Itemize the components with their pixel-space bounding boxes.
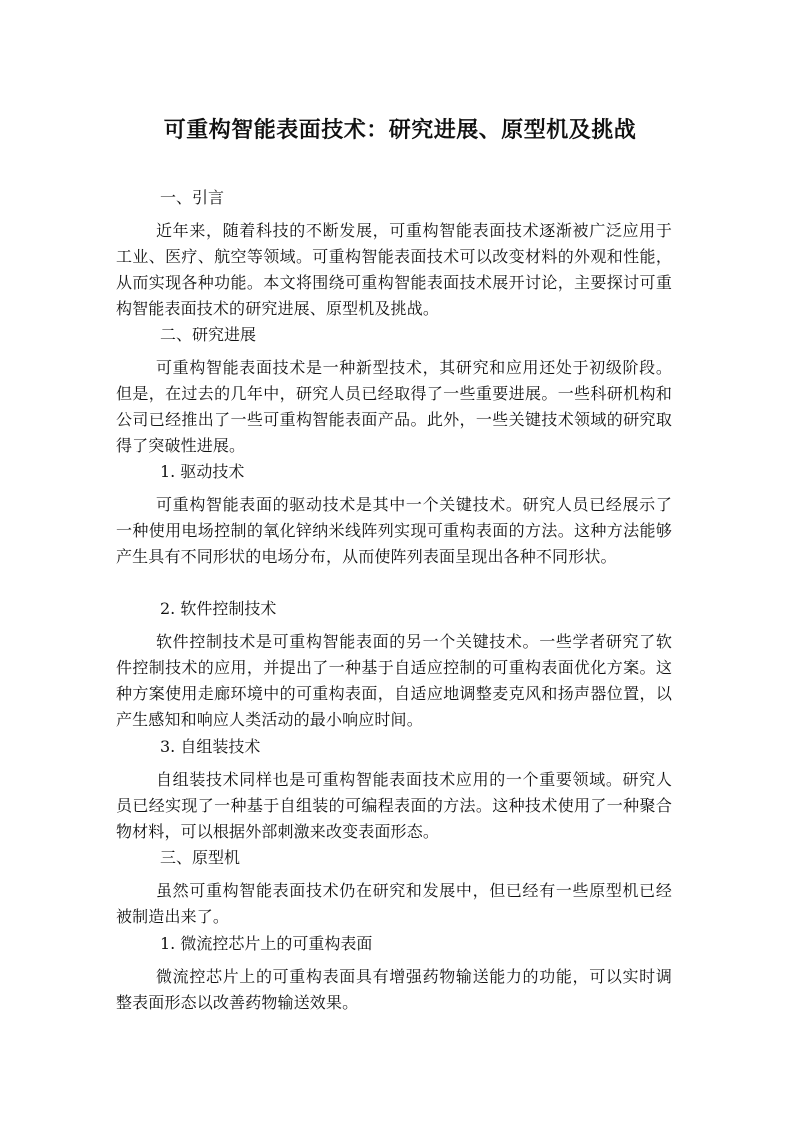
section-heading-prototypes: 三、原型机 [160, 848, 241, 867]
section-heading-research-progress: 二、研究进展 [160, 325, 257, 344]
page-title: 可重构智能表面技术：研究进展、原型机及挑战 [163, 117, 637, 143]
subheading-software-control: 2. 软件控制技术 [160, 599, 277, 618]
section-heading-introduction: 一、引言 [160, 188, 225, 207]
paragraph-software-control: 软件控制技术是可重构智能表面的另一个关键技术。一些学者研究了软件控制技术的应用，并提出了一种基于自适应控制的可重构表面优化方案。这种方案使用走廊环境中的可重构表面，自适应地调整麦克风和扬声器位置，以产生感知和响应人类活动的最小响应时间。 [116, 632, 672, 729]
paragraph-drive-technology: 可重构智能表面的驱动技术是其中一个关键技术。研究人员已经展示了一种使用电场控制的氧化锌纳米线阵列实现可重构表面的方法。这种方法能够产生具有不同形状的电场分布，从而使阵列表面呈现出各种不同形状。 [116, 495, 672, 566]
paragraph-introduction: 近年来，随着科技的不断发展，可重构智能表面技术逐渐被广泛应用于工业、医疗、航空等领域。可重构智能表面技术可以改变材料的外观和性能，从而实现各种功能。本文将围绕可重构智能表面技术展开讨论，主要探讨可重构智能表面技术的研究进展、原型机及挑战。 [116, 221, 672, 318]
subheading-self-assembly: 3. 自组装技术 [160, 737, 261, 756]
paragraph-microfluidic-surface: 微流控芯片上的可重构表面具有增强药物输送能力的功能，可以实时调整表面形态以改善药物输送效果。 [116, 967, 672, 1012]
paragraph-prototypes: 虽然可重构智能表面技术仍在研究和发展中，但已经有一些原型机已经被制造出来了。 [116, 881, 672, 926]
paragraph-research-progress: 可重构智能表面技术是一种新型技术，其研究和应用还处于初级阶段。但是，在过去的几年中，研究人员已经取得了一些重要进展。一些科研机构和公司已经推出了一些可重构智能表面产品。此外，一些关键技术领域的研究取得了突破性进展。 [116, 358, 672, 455]
subheading-drive-technology: 1. 驱动技术 [160, 462, 245, 481]
subheading-microfluidic-surface: 1. 微流控芯片上的可重构表面 [160, 934, 373, 953]
paragraph-self-assembly: 自组装技术同样也是可重构智能表面技术应用的一个重要领域。研究人员已经实现了一种基于自组装的可编程表面的方法。这种技术使用了一种聚合物材料，可以根据外部刺激来改变表面形态。 [116, 770, 672, 841]
